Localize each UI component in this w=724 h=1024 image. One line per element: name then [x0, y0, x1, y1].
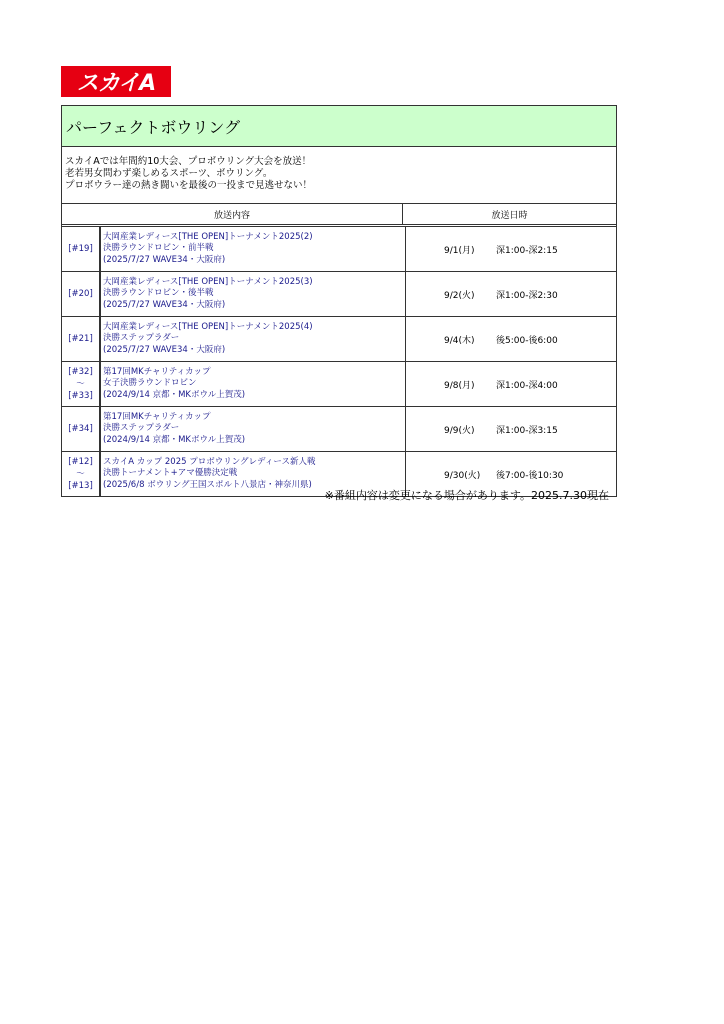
broadcast-time: 深1:00-深2:30 [496, 290, 558, 301]
broadcast-datetime [406, 272, 616, 316]
program-content [101, 362, 406, 406]
program-line: 決勝ステップラダー [103, 423, 180, 434]
table-row [62, 272, 616, 317]
broadcast-date: 9/30(火) [444, 470, 481, 481]
broadcast-datetime [406, 407, 616, 451]
program-line: 決勝ラウンドロビン・後半戦 [103, 288, 214, 299]
description-line: スカイAでは年間約10大会、プロボウリング大会を放送！ [65, 156, 312, 167]
episode-number [62, 272, 101, 316]
episode-label: ～ [76, 379, 85, 389]
program-content [101, 407, 406, 451]
program-line: (2025/6/8 ボウリング王国スポルト八景店・神奈川県) [103, 479, 312, 490]
broadcast-date: 9/2(火) [444, 290, 475, 301]
episode-label: [#21] [68, 334, 93, 344]
broadcast-time: 深1:00-深4:00 [496, 380, 558, 391]
broadcast-date: 9/4(木) [444, 335, 475, 346]
episode-label: [#12] [68, 457, 93, 467]
episode-number [62, 317, 101, 361]
program-content [101, 272, 406, 316]
broadcast-datetime [406, 362, 616, 406]
table-row [62, 362, 616, 407]
program-line: (2024/9/14 京都・MKボウル上賀茂) [103, 389, 246, 400]
program-line: (2025/7/27 WAVE34・大阪府) [103, 299, 226, 310]
broadcast-time: 後5:00-後6:00 [496, 335, 558, 346]
program-content [101, 227, 406, 271]
header-content: 放送内容 [62, 204, 403, 224]
program-line: (2024/9/14 京都・MKボウル上賀茂) [103, 434, 246, 445]
episode-label: [#33] [68, 391, 93, 401]
program-line: スカイA カップ 2025 プロボウリングレディース新人戦 [103, 456, 316, 467]
table-row [62, 407, 616, 452]
page-title: パーフェクトボウリング [62, 106, 616, 147]
program-line: 第17回MKチャリティカップ [103, 366, 211, 377]
logo-text: スカイA [76, 71, 156, 96]
episode-label: [#20] [68, 289, 93, 299]
broadcast-time: 後7:00-後10:30 [496, 470, 564, 481]
program-line: 第17回MKチャリティカップ [103, 411, 211, 422]
table-row [62, 317, 616, 362]
episode-label: ～ [76, 469, 85, 479]
broadcast-datetime [406, 227, 616, 271]
table-body [62, 227, 616, 496]
program-line: 決勝トーナメント+アマ優勝決定戦 [103, 468, 238, 479]
program-content [101, 317, 406, 361]
program-line: 大岡産業レディース[THE OPEN]トーナメント2025(2) [103, 231, 313, 242]
sky-a-logo [61, 66, 171, 97]
disclaimer-note: ※番組内容は変更になる場合があります。2025.7.30現在 [324, 489, 609, 502]
broadcast-date: 9/8(月) [444, 380, 475, 391]
program-line: (2025/7/27 WAVE34・大阪府) [103, 254, 226, 265]
broadcast-time: 深1:00-深2:15 [496, 245, 558, 256]
episode-number [62, 452, 101, 496]
description [62, 147, 616, 204]
schedule-sheet [61, 105, 617, 497]
program-line: 大岡産業レディース[THE OPEN]トーナメント2025(4) [103, 321, 313, 332]
broadcast-date: 9/1(月) [444, 245, 475, 256]
broadcast-time: 深1:00-深3:15 [496, 425, 558, 436]
broadcast-datetime [406, 317, 616, 361]
program-line: (2025/7/27 WAVE34・大阪府) [103, 344, 226, 355]
program-line: 大岡産業レディース[THE OPEN]トーナメント2025(3) [103, 276, 313, 287]
table-row [62, 227, 616, 272]
table-header [62, 204, 616, 227]
program-line: 女子決勝ラウンドロビン [103, 378, 197, 389]
episode-number [62, 407, 101, 451]
episode-label: [#34] [68, 424, 93, 434]
episode-number [62, 227, 101, 271]
program-line: 決勝ステップラダー [103, 333, 180, 344]
header-datetime: 放送日時 [491, 210, 528, 221]
episode-label: [#19] [68, 244, 93, 254]
broadcast-date: 9/9(火) [444, 425, 475, 436]
description-line: 老若男女問わず楽しめるスポーツ、ボウリング。 [65, 168, 273, 179]
episode-label: [#13] [68, 481, 93, 491]
description-line: プロボウラー達の熱き闘いを最後の一投まで見逃せない！ [65, 180, 313, 191]
episode-number [62, 362, 101, 406]
episode-label: [#32] [68, 367, 93, 377]
program-line: 決勝ラウンドロビン・前半戦 [103, 243, 214, 254]
